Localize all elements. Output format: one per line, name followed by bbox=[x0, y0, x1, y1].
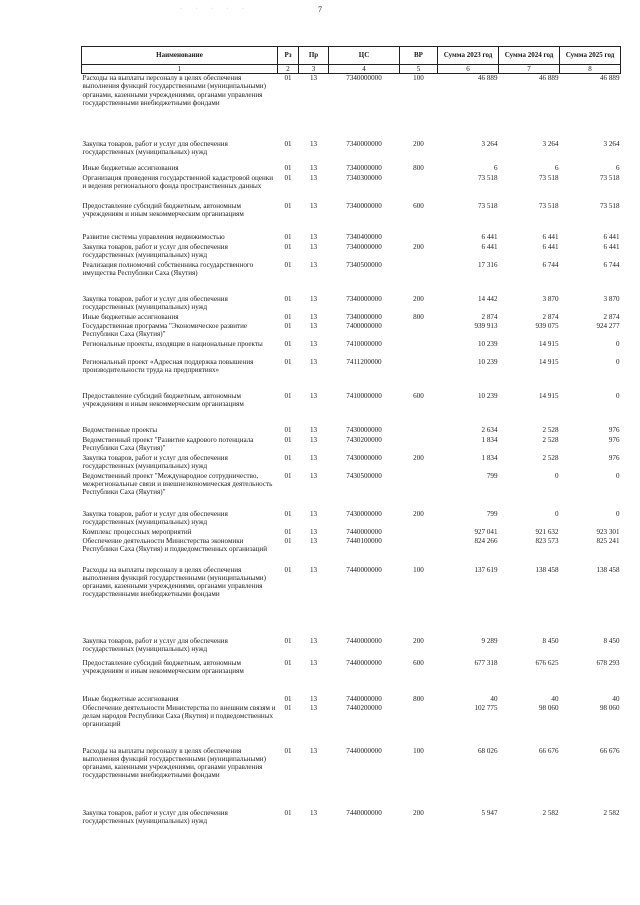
row-sum-2025: 0 bbox=[615, 339, 620, 348]
row-sum-2025: 678 293 bbox=[596, 658, 620, 667]
table-row bbox=[82, 659, 621, 695]
row-vr: 800 bbox=[413, 694, 424, 703]
row-rz: 01 bbox=[284, 808, 292, 817]
header-sum-2023: Сумма 2023 год bbox=[438, 47, 499, 65]
column-number: 8 bbox=[560, 65, 621, 74]
row-sum-2025: 40 bbox=[612, 694, 620, 703]
row-sum-2025: 924 277 bbox=[596, 321, 620, 330]
row-pr: 13 bbox=[309, 746, 318, 755]
row-sum-2023: 799 bbox=[486, 471, 498, 480]
row-sum-2024: 14 915 bbox=[538, 339, 559, 348]
row-vr bbox=[400, 436, 438, 454]
row-sum-2023: 5 947 bbox=[481, 808, 498, 817]
row-cs: 7430000000 bbox=[346, 509, 382, 518]
row-name: Иные бюджетные ассигнования bbox=[82, 163, 179, 172]
row-sum-2025: 8 450 bbox=[603, 636, 620, 645]
row-rz: 01 bbox=[284, 435, 292, 444]
row-name: Расходы на выплаты персоналу в целях обеспечения выполнения функций государственными (муниципальными) органами, казенными учреждениями, органами управления государственными внебюджетными фондами bbox=[82, 746, 266, 780]
row-rz: 01 bbox=[284, 173, 292, 182]
row-sum-2024: 2 874 bbox=[542, 312, 559, 321]
row-name: Ведомственный проект "Международное сотрудничество, межрегиональные связи и внешнеэкономическая деятельность Республики Саха (Якутия)" bbox=[82, 471, 273, 497]
row-pr: 13 bbox=[309, 509, 318, 518]
row-sum-2025: 2 582 bbox=[603, 808, 620, 817]
row-name: Обеспечение деятельности Министерства экономики Республики Саха (Якутия) и подведомственных организаций bbox=[82, 536, 268, 553]
row-vr bbox=[400, 704, 438, 747]
table-row bbox=[82, 174, 621, 202]
row-rz: 01 bbox=[284, 312, 292, 321]
row-rz: 01 bbox=[284, 694, 292, 703]
column-number: 6 bbox=[438, 65, 499, 74]
row-vr: 200 bbox=[413, 453, 424, 462]
column-number: 7 bbox=[499, 65, 560, 74]
row-cs: 7340300000 bbox=[346, 173, 382, 182]
row-cs: 7440000000 bbox=[346, 565, 382, 574]
row-pr: 13 bbox=[309, 294, 318, 303]
row-cs: 7440000000 bbox=[346, 658, 382, 667]
row-name: Предоставление субсидий бюджетным, автономным учреждениям и иным некоммерческим организациям bbox=[82, 391, 244, 408]
row-cs: 7411200000 bbox=[346, 357, 382, 366]
row-sum-2024: 73 518 bbox=[538, 173, 559, 182]
row-sum-2025: 6 744 bbox=[603, 260, 620, 269]
header-name: Наименование bbox=[82, 47, 278, 65]
row-sum-2025: 73 518 bbox=[599, 201, 620, 210]
table-row bbox=[82, 426, 621, 436]
row-name: Расходы на выплаты персоналу в целях обеспечения выполнения функций государственными (муниципальными) органами, казенными учреждениями, органами управления государственными внебюджетными фондами bbox=[82, 74, 266, 107]
row-sum-2024: 939 075 bbox=[535, 321, 559, 330]
row-pr: 13 bbox=[309, 321, 318, 330]
row-sum-2024: 6 441 bbox=[542, 242, 559, 251]
row-pr: 13 bbox=[309, 527, 318, 536]
row-sum-2024: 3 870 bbox=[542, 294, 559, 303]
header-sum-2024: Сумма 2024 год bbox=[499, 47, 560, 65]
row-sum-2023: 939 913 bbox=[474, 321, 498, 330]
table-row bbox=[82, 358, 621, 392]
row-name: Государственная программа "Экономическое развитие Республики Саха (Якутия)" bbox=[82, 321, 248, 338]
row-pr: 13 bbox=[309, 312, 318, 321]
row-sum-2023: 824 266 bbox=[474, 536, 498, 545]
row-pr: 13 bbox=[309, 471, 318, 480]
row-rz: 01 bbox=[284, 163, 292, 172]
row-pr: 13 bbox=[309, 260, 318, 269]
row-sum-2023: 40 bbox=[490, 694, 498, 703]
row-rz: 01 bbox=[284, 565, 292, 574]
column-number: 3 bbox=[299, 65, 329, 74]
row-sum-2025: 6 441 bbox=[603, 242, 620, 251]
table-row bbox=[82, 809, 621, 827]
column-number: 4 bbox=[329, 65, 400, 74]
table-row bbox=[82, 510, 621, 528]
row-sum-2023: 1 834 bbox=[481, 453, 498, 462]
row-vr: 200 bbox=[413, 139, 424, 148]
row-sum-2023: 73 518 bbox=[477, 201, 498, 210]
row-sum-2024: 138 458 bbox=[535, 565, 559, 574]
row-sum-2025: 0 bbox=[615, 357, 620, 366]
row-sum-2024: 3 264 bbox=[542, 139, 559, 148]
row-name: Предоставление субсидий бюджетным, автономным учреждениям и иным некоммерческим организациям bbox=[82, 201, 244, 218]
table-row bbox=[82, 233, 621, 243]
row-sum-2024: 2 582 bbox=[542, 808, 559, 817]
row-cs: 7410000000 bbox=[346, 339, 382, 348]
row-name: Закупка товаров, работ и услуг для обеспечения государственных (муниципальных) нужд bbox=[82, 509, 228, 526]
row-rz: 01 bbox=[284, 425, 292, 434]
row-rz: 01 bbox=[284, 746, 292, 755]
row-cs: 7430000000 bbox=[346, 425, 382, 434]
row-sum-2024: 6 744 bbox=[542, 260, 559, 269]
row-sum-2025: 0 bbox=[615, 509, 620, 518]
row-name: Закупка товаров, работ и услуг для обеспечения государственных (муниципальных) нужд bbox=[82, 636, 228, 653]
row-cs: 7340000000 bbox=[346, 139, 382, 148]
row-sum-2023: 3 264 bbox=[481, 139, 498, 148]
row-sum-2025: 3 870 bbox=[603, 294, 620, 303]
row-rz: 01 bbox=[284, 232, 292, 241]
row-sum-2024: 46 889 bbox=[538, 74, 559, 83]
row-sum-2024: 6 bbox=[554, 163, 559, 172]
row-rz: 01 bbox=[284, 294, 292, 303]
row-sum-2023: 927 041 bbox=[474, 527, 498, 536]
row-cs: 7440100000 bbox=[346, 536, 382, 545]
row-name: Расходы на выплаты персоналу в целях обеспечения выполнения функций государственными (муниципальными) органами, казенными учреждениями, органами управления государственными внебюджетными фондами bbox=[82, 565, 266, 599]
table-header bbox=[82, 47, 621, 74]
row-name: Закупка товаров, работ и услуг для обеспечения государственных (муниципальных) нужд bbox=[82, 242, 228, 259]
row-sum-2023: 102 775 bbox=[474, 703, 498, 712]
row-sum-2025: 66 676 bbox=[599, 746, 620, 755]
row-pr: 13 bbox=[309, 694, 318, 703]
header-vr: ВР bbox=[400, 47, 438, 65]
row-vr: 600 bbox=[413, 201, 424, 210]
row-pr: 13 bbox=[309, 357, 318, 366]
row-name: Комплекс процессных мероприятий bbox=[82, 527, 192, 536]
row-sum-2023: 2 634 bbox=[481, 425, 498, 434]
row-vr bbox=[400, 472, 438, 510]
row-cs: 7340000000 bbox=[346, 163, 382, 172]
table-row bbox=[82, 313, 621, 322]
row-vr bbox=[400, 426, 438, 436]
row-sum-2023: 10 239 bbox=[477, 357, 498, 366]
row-sum-2024: 676 625 bbox=[535, 658, 559, 667]
row-name: Закупка товаров, работ и услуг для обеспечения государственных (муниципальных) нужд bbox=[82, 294, 228, 311]
page-number: 7 bbox=[318, 5, 322, 14]
row-rz: 01 bbox=[284, 509, 292, 518]
row-vr: 800 bbox=[413, 163, 424, 172]
row-sum-2025: 0 bbox=[615, 391, 620, 400]
row-sum-2025: 73 518 bbox=[599, 173, 620, 182]
row-sum-2025: 46 889 bbox=[599, 74, 620, 83]
row-pr: 13 bbox=[309, 74, 318, 83]
row-rz: 01 bbox=[284, 391, 292, 400]
row-name: Иные бюджетные ассигнования bbox=[82, 312, 179, 321]
row-sum-2024: 921 632 bbox=[535, 527, 559, 536]
row-vr bbox=[400, 322, 438, 340]
row-sum-2024: 14 915 bbox=[538, 357, 559, 366]
row-pr: 13 bbox=[309, 201, 318, 210]
table-row bbox=[82, 340, 621, 358]
row-sum-2025: 98 060 bbox=[599, 703, 620, 712]
row-vr bbox=[400, 528, 438, 537]
row-pr: 13 bbox=[309, 435, 318, 444]
table-row bbox=[82, 704, 621, 747]
row-name: Закупка товаров, работ и услуг для обеспечения государственных (муниципальных) нужд bbox=[82, 453, 228, 470]
scan-artifact-marks: · · · · · bbox=[180, 6, 250, 12]
table-row bbox=[82, 436, 621, 454]
row-pr: 13 bbox=[309, 391, 318, 400]
row-rz: 01 bbox=[284, 321, 292, 330]
row-sum-2024: 2 528 bbox=[542, 435, 559, 444]
row-sum-2023: 6 bbox=[493, 163, 498, 172]
table-row bbox=[82, 295, 621, 313]
table-row bbox=[82, 528, 621, 537]
column-number: 2 bbox=[278, 65, 299, 74]
header-cs: ЦС bbox=[329, 47, 400, 65]
row-cs: 7340000000 bbox=[346, 74, 382, 83]
row-rz: 01 bbox=[284, 703, 292, 712]
table-row bbox=[82, 243, 621, 261]
header-pr: Пр bbox=[299, 47, 329, 65]
row-pr: 13 bbox=[309, 339, 318, 348]
row-sum-2023: 46 889 bbox=[477, 74, 498, 83]
row-vr bbox=[400, 174, 438, 202]
row-rz: 01 bbox=[284, 74, 292, 83]
row-cs: 7440000000 bbox=[346, 746, 382, 755]
row-vr bbox=[400, 537, 438, 566]
row-cs: 7340000000 bbox=[346, 312, 382, 321]
row-vr: 100 bbox=[413, 746, 424, 755]
table-row bbox=[82, 537, 621, 566]
header-sum-2025: Сумма 2025 год bbox=[560, 47, 621, 65]
table-row bbox=[82, 74, 621, 140]
row-name: Ведомственные проекты bbox=[82, 425, 158, 434]
table-row bbox=[82, 140, 621, 164]
row-pr: 13 bbox=[309, 536, 318, 545]
table-row bbox=[82, 747, 621, 809]
row-pr: 13 bbox=[309, 658, 318, 667]
table-row bbox=[82, 637, 621, 659]
row-sum-2023: 68 026 bbox=[477, 746, 498, 755]
row-sum-2024: 6 441 bbox=[542, 232, 559, 241]
row-sum-2025: 6 bbox=[615, 163, 620, 172]
row-sum-2023: 137 619 bbox=[474, 565, 498, 574]
table-row bbox=[82, 472, 621, 510]
row-name: Организация проведения государственной кадастровой оценки и ведения регионального фонда пространственных данных bbox=[82, 173, 273, 190]
row-sum-2024: 8 450 bbox=[542, 636, 559, 645]
table-row bbox=[82, 322, 621, 340]
row-cs: 7340400000 bbox=[346, 232, 382, 241]
row-rz: 01 bbox=[284, 139, 292, 148]
row-vr: 600 bbox=[413, 658, 424, 667]
row-sum-2025: 2 874 bbox=[603, 312, 620, 321]
row-vr bbox=[400, 358, 438, 392]
row-cs: 7340000000 bbox=[346, 242, 382, 251]
table-row bbox=[82, 454, 621, 472]
row-sum-2024: 40 bbox=[551, 694, 559, 703]
row-rz: 01 bbox=[284, 242, 292, 251]
row-sum-2025: 6 441 bbox=[603, 232, 620, 241]
row-sum-2023: 9 289 bbox=[481, 636, 498, 645]
row-sum-2023: 10 239 bbox=[477, 339, 498, 348]
row-sum-2024: 823 573 bbox=[535, 536, 559, 545]
row-name: Региональный проект «Адресная поддержка повышения производительности труда на предприятиях» bbox=[82, 357, 254, 374]
row-pr: 13 bbox=[309, 425, 318, 434]
row-sum-2024: 98 060 bbox=[538, 703, 559, 712]
row-sum-2024: 66 676 bbox=[538, 746, 559, 755]
row-cs: 7430000000 bbox=[346, 453, 382, 462]
row-pr: 13 bbox=[309, 139, 318, 148]
row-rz: 01 bbox=[284, 260, 292, 269]
row-cs: 7340000000 bbox=[346, 294, 382, 303]
row-sum-2023: 2 874 bbox=[481, 312, 498, 321]
row-vr: 200 bbox=[413, 808, 424, 817]
budget-table bbox=[81, 46, 621, 827]
row-rz: 01 bbox=[284, 527, 292, 536]
row-sum-2023: 17 316 bbox=[477, 260, 498, 269]
table-row bbox=[82, 202, 621, 233]
row-vr bbox=[400, 261, 438, 295]
row-name: Закупка товаров, работ и услуг для обеспечения государственных (муниципальных) нужд bbox=[82, 139, 228, 156]
row-pr: 13 bbox=[309, 173, 318, 182]
row-rz: 01 bbox=[284, 201, 292, 210]
row-cs: 7440200000 bbox=[346, 703, 382, 712]
row-sum-2023: 6 441 bbox=[481, 242, 498, 251]
row-rz: 01 bbox=[284, 453, 292, 462]
row-cs: 7440000000 bbox=[346, 527, 382, 536]
table-row bbox=[82, 392, 621, 426]
column-number: 5 bbox=[400, 65, 438, 74]
row-sum-2025: 138 458 bbox=[596, 565, 620, 574]
row-rz: 01 bbox=[284, 339, 292, 348]
column-number-row bbox=[82, 65, 621, 74]
row-pr: 13 bbox=[309, 453, 318, 462]
row-cs: 7440000000 bbox=[346, 636, 382, 645]
row-rz: 01 bbox=[284, 536, 292, 545]
row-pr: 13 bbox=[309, 163, 318, 172]
row-sum-2025: 3 264 bbox=[603, 139, 620, 148]
row-cs: 7340500000 bbox=[346, 260, 382, 269]
row-name: Обеспечение деятельности Министерства по внешним связям и делам народов Республики Саха (Якутия) и подведомственных организаций bbox=[82, 703, 276, 729]
row-sum-2024: 14 915 bbox=[538, 391, 559, 400]
row-sum-2023: 10 239 bbox=[477, 391, 498, 400]
row-vr: 100 bbox=[413, 74, 424, 83]
row-vr: 200 bbox=[413, 242, 424, 251]
row-rz: 01 bbox=[284, 636, 292, 645]
row-sum-2024: 2 528 bbox=[542, 453, 559, 462]
row-pr: 13 bbox=[309, 636, 318, 645]
row-sum-2025: 976 bbox=[608, 435, 620, 444]
row-pr: 13 bbox=[309, 242, 318, 251]
row-sum-2024: 0 bbox=[554, 509, 559, 518]
header-rz: Рз bbox=[278, 47, 299, 65]
row-name: Закупка товаров, работ и услуг для обеспечения государственных (муниципальных) нужд bbox=[82, 808, 228, 825]
row-sum-2025: 825 241 bbox=[596, 536, 620, 545]
table-row bbox=[82, 261, 621, 295]
row-sum-2025: 976 bbox=[608, 425, 620, 434]
row-vr bbox=[400, 340, 438, 358]
table-row bbox=[82, 566, 621, 637]
row-name: Ведомственный проект "Развитие кадрового потенциала Республики Саха (Якутия)" bbox=[82, 435, 254, 452]
row-vr: 200 bbox=[413, 294, 424, 303]
row-name: Развитие системы управления недвижимостью bbox=[82, 232, 225, 241]
row-rz: 01 bbox=[284, 357, 292, 366]
row-cs: 7410000000 bbox=[346, 391, 382, 400]
row-rz: 01 bbox=[284, 471, 292, 480]
row-name: Иные бюджетные ассигнования bbox=[82, 694, 179, 703]
row-sum-2025: 923 301 bbox=[596, 527, 620, 536]
row-name: Региональные проекты, входящие в национальные проекты bbox=[82, 339, 263, 348]
row-sum-2025: 976 bbox=[608, 453, 620, 462]
row-vr: 200 bbox=[413, 636, 424, 645]
row-pr: 13 bbox=[309, 232, 318, 241]
table-row bbox=[82, 164, 621, 174]
row-vr bbox=[400, 233, 438, 243]
row-cs: 7440000000 bbox=[346, 808, 382, 817]
row-cs: 7340000000 bbox=[346, 201, 382, 210]
row-vr: 600 bbox=[413, 391, 424, 400]
row-vr: 800 bbox=[413, 312, 424, 321]
row-sum-2024: 0 bbox=[554, 471, 559, 480]
row-cs: 7400000000 bbox=[346, 321, 382, 330]
row-vr: 200 bbox=[413, 509, 424, 518]
row-sum-2025: 0 bbox=[615, 471, 620, 480]
row-sum-2024: 2 528 bbox=[542, 425, 559, 434]
table-body bbox=[82, 74, 621, 827]
row-sum-2023: 6 441 bbox=[481, 232, 498, 241]
row-cs: 7430500000 bbox=[346, 471, 382, 480]
row-sum-2023: 14 442 bbox=[477, 294, 498, 303]
row-pr: 13 bbox=[309, 808, 318, 817]
row-sum-2023: 1 834 bbox=[481, 435, 498, 444]
row-name: Реализация полномочий собственника государственного имущества Республики Саха (Якутия) bbox=[82, 260, 254, 277]
table-row bbox=[82, 695, 621, 704]
column-number: 1 bbox=[82, 65, 278, 74]
row-rz: 01 bbox=[284, 658, 292, 667]
row-vr: 100 bbox=[413, 565, 424, 574]
row-sum-2023: 799 bbox=[486, 509, 498, 518]
row-sum-2023: 677 318 bbox=[474, 658, 498, 667]
row-sum-2024: 73 518 bbox=[538, 201, 559, 210]
row-name: Предоставление субсидий бюджетным, автономным учреждениям и иным некоммерческим организациям bbox=[82, 658, 244, 675]
row-sum-2023: 73 518 bbox=[477, 173, 498, 182]
row-pr: 13 bbox=[309, 565, 318, 574]
row-pr: 13 bbox=[309, 703, 318, 712]
row-cs: 7430200000 bbox=[346, 435, 382, 444]
row-cs: 7440000000 bbox=[346, 694, 382, 703]
